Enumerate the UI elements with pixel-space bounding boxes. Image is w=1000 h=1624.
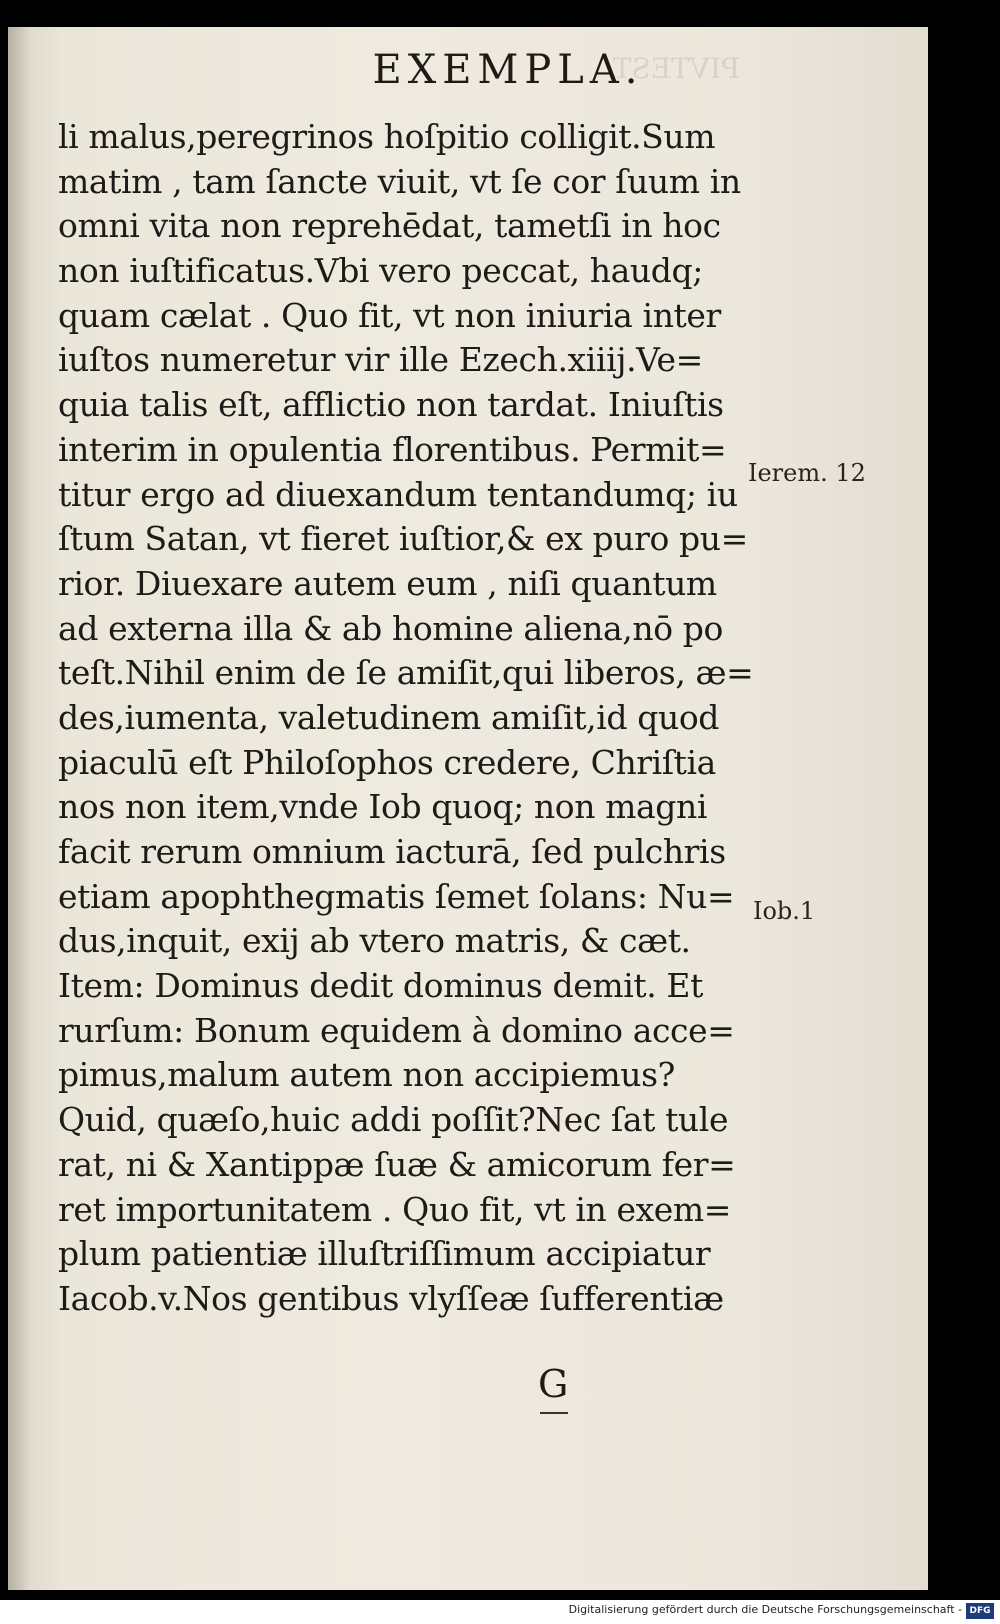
- gutter-shadow: [8, 27, 30, 1590]
- text-line: teſt.Nihil enim de ſe amiſit,qui liberos, æ=: [58, 653, 754, 693]
- book-page: [8, 27, 928, 1590]
- text-line: nos non item,vnde Iob quoq; non magni: [58, 787, 708, 827]
- text-line: ret importunitatem . Quo fit, vt in exem=: [58, 1189, 732, 1229]
- text-line: iuſtos numeretur vir ille Ezech.xiiij.Ve=: [58, 340, 703, 380]
- text-line: etiam apophthegmatis ſemet ſolans: Nu=: [58, 876, 735, 916]
- text-line: pimus,malum autem non accipiemus?: [58, 1055, 675, 1095]
- text-line: li malus,peregrinos hoſpitio colligit.Sum: [58, 117, 716, 156]
- footer-credit: Digitalisierung gefördert durch die Deutsche Forschungsgemeinschaft -: [568, 1603, 962, 1616]
- running-head: EXEMPLA.: [372, 47, 644, 93]
- text-line: plum patientiæ illuſtriſſimum accipiatur: [58, 1234, 711, 1274]
- text-line: piaculū eſt Philoſophos credere, Chriſtia: [58, 742, 716, 782]
- text-line: rior. Diuexare autem eum , niſi quantum: [58, 563, 717, 603]
- signature-mark: G: [538, 1362, 569, 1406]
- text-line: des,iumenta, valetudinem amiſit,id quod: [58, 697, 720, 737]
- signature-underline: [540, 1412, 568, 1414]
- text-line: Iacob.v.Nos gentibus vlyſſeæ ſufferentiæ: [58, 1278, 724, 1318]
- text-line: quia talis eſt, afflictio non tardat. Iniuſtis: [58, 385, 724, 425]
- text-line: rurſum: Bonum equidem à domino acce=: [58, 1010, 735, 1050]
- text-line: ſtum Satan, vt fieret iuſtior,& ex puro pu=: [58, 519, 748, 559]
- main-text-block: [58, 115, 778, 1322]
- text-line: omni vita non reprehēdat, tametſi in hoc: [58, 206, 721, 246]
- text-line: matim , tam ſancte viuit, vt ſe cor ſuum in: [58, 161, 741, 201]
- footer-bar: [0, 1600, 1000, 1624]
- text-line: interim in opulentia florentibus. Permit=: [58, 429, 727, 469]
- text-line: Quid, quæſo,huic addi poſſit?Nec ſat tule: [58, 1100, 729, 1140]
- text-line: titur ergo ad diuexandum tentandumq; iu: [58, 474, 738, 514]
- text-line: ad externa illa & ab homine aliena,nō po: [58, 608, 723, 648]
- marginal-note-iob: Iob.1: [753, 897, 816, 925]
- text-line: quam cælat . Quo fit, vt non iniuria inter: [58, 295, 721, 335]
- dfg-logo: DFG: [966, 1603, 994, 1619]
- text-line: facit rerum omnium iacturā, ſed pulchris: [58, 832, 726, 871]
- text-line: dus,inquit, exij ab vtero matris, & cæt.: [58, 921, 691, 961]
- show-through-text: PIVTEST.: [608, 52, 740, 85]
- text-line: Item: Dominus dedit dominus demit. Et: [58, 966, 703, 1006]
- text-line: non iuſtificatus.Vbi vero peccat, haudq;: [58, 251, 703, 291]
- marginal-note-ierem: Ierem. 12: [748, 459, 866, 487]
- text-line: rat, ni & Xantippæ ſuæ & amicorum fer=: [58, 1144, 736, 1184]
